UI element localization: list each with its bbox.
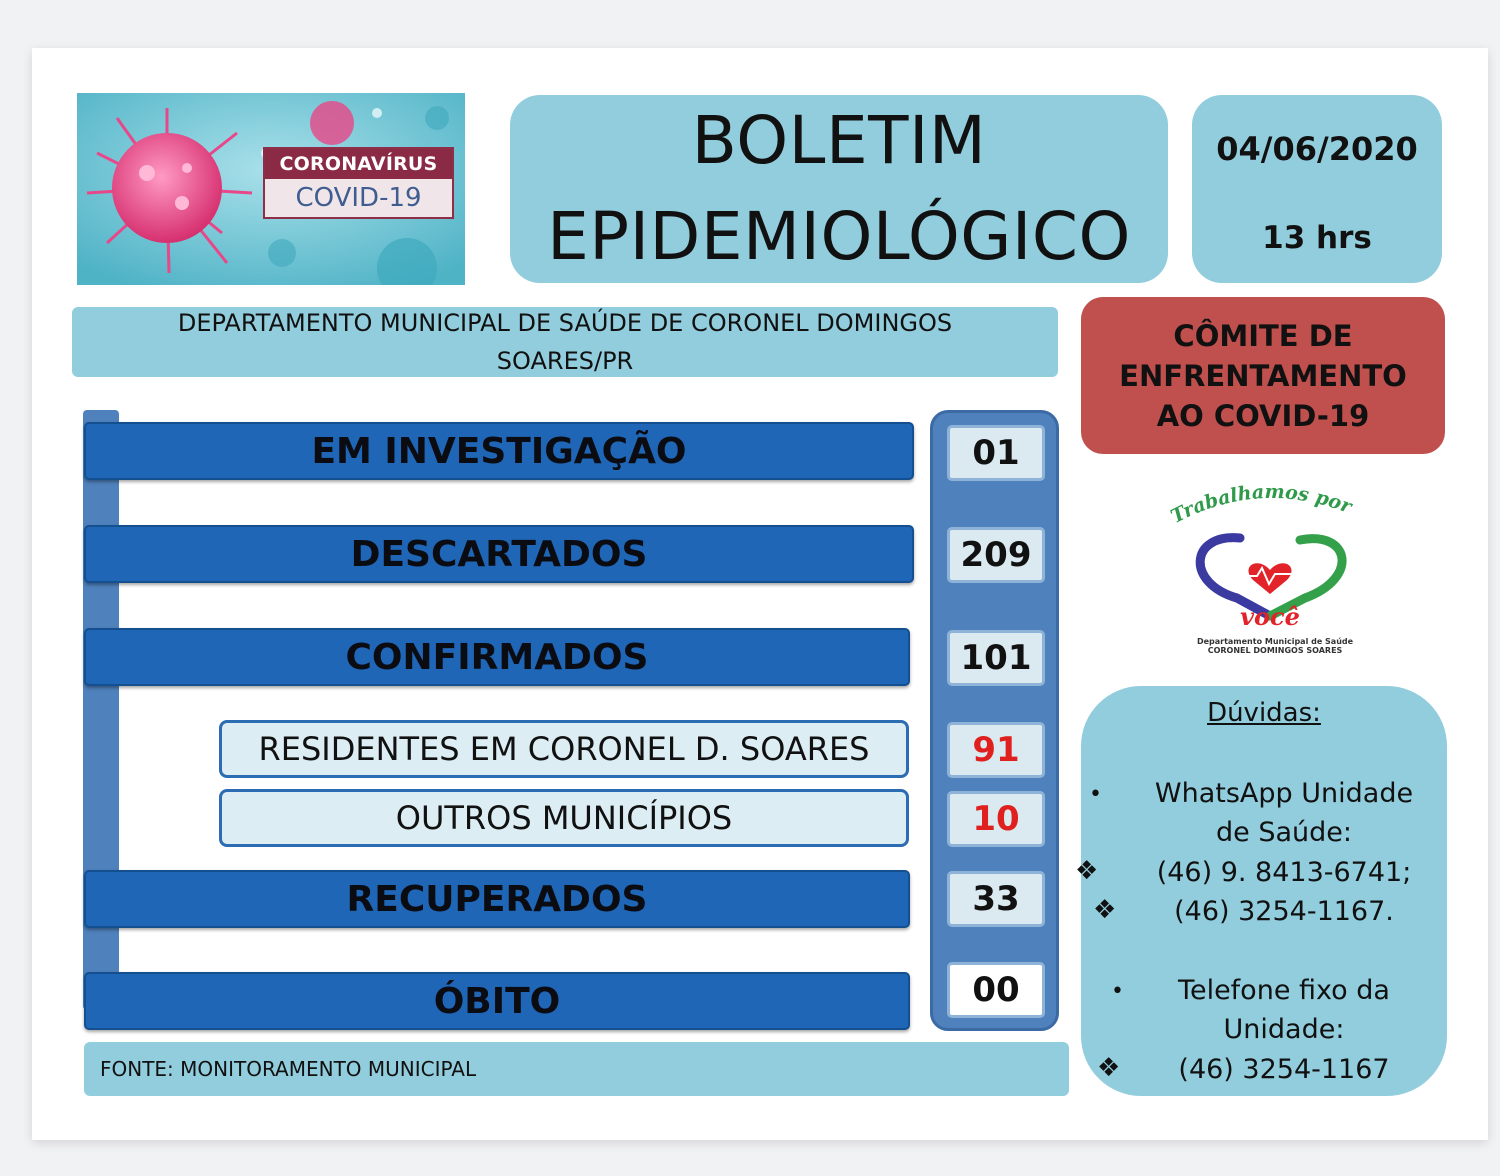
- stat-row-residents: RESIDENTES EM CORONEL D. SOARES: [219, 720, 909, 778]
- bulletin-time: 13 hrs: [1262, 220, 1372, 256]
- whatsapp-line2: de Saúde:: [1216, 817, 1352, 848]
- stat-value-investigation: 01: [947, 425, 1045, 481]
- covid-label: [263, 147, 454, 219]
- whatsapp-line1: WhatsApp Unidade: [1154, 778, 1414, 809]
- fixed-line1: Telefone fixo da: [1178, 975, 1390, 1006]
- phone-whatsapp-1: (46) 9. 8413-6741;: [1156, 857, 1412, 888]
- logo-dept-line1: Departamento Municipal de Saúde: [1196, 637, 1354, 646]
- phone-fixed: (46) 3254-1167: [1178, 1054, 1390, 1085]
- stat-row-discarded: DESCARTADOS: [84, 525, 914, 583]
- svg-text:Trabalhamos por: [1167, 481, 1356, 528]
- banner-line1: CORONAVÍRUS: [265, 149, 452, 179]
- logo-dept-line2: CORONEL DOMINGOS SOARES: [1207, 646, 1343, 655]
- diamond-bullet-icon: ❖: [1097, 1053, 1121, 1083]
- date-box: [1192, 95, 1442, 283]
- diamond-bullet-icon: ❖: [1093, 895, 1117, 925]
- heart-hands-icon: [1145, 478, 1395, 663]
- bullet-icon: •: [1111, 979, 1124, 1004]
- values-column: [930, 410, 1059, 1031]
- contact-title: Dúvidas:: [1207, 698, 1321, 728]
- bullet-icon: •: [1089, 782, 1102, 807]
- stat-row-confirmed: CONFIRMADOS: [84, 628, 910, 686]
- stat-value-other-municipalities: 10: [947, 791, 1045, 847]
- title-line1: BOLETIM: [691, 102, 987, 179]
- stat-value-residents: 91: [947, 722, 1045, 778]
- stat-value-confirmed: 101: [947, 630, 1045, 686]
- source-note: FONTE: MONITORAMENTO MUNICIPAL: [84, 1042, 1069, 1096]
- bulletin-title: [510, 95, 1168, 283]
- contact-box: [1075, 686, 1447, 1096]
- bulletin-date: 04/06/2020: [1216, 130, 1418, 168]
- phone-whatsapp-2: (46) 3254-1167.: [1174, 896, 1394, 927]
- stat-row-recovered: RECUPERADOS: [84, 870, 910, 928]
- stat-row-deaths: ÓBITO: [84, 972, 910, 1030]
- stat-value-recovered: 33: [947, 871, 1045, 927]
- comite-box: CÔMITE DE ENFRENTAMENTO AO COVID-19: [1081, 297, 1445, 454]
- logo-arc-text: Trabalhamos por: [1167, 480, 1355, 528]
- logo-you-text: você: [1240, 602, 1300, 631]
- department-name: DEPARTAMENTO MUNICIPAL DE SAÚDE DE CORONEL DOMINGOS SOARES/PR: [72, 307, 1058, 377]
- title-line2: EPIDEMIOLÓGICO: [547, 198, 1131, 275]
- diamond-bullet-icon: ❖: [1075, 856, 1099, 886]
- health-department-logo: [1145, 478, 1395, 663]
- banner-line2: COVID-19: [295, 183, 422, 213]
- stat-row-investigation: EM INVESTIGAÇÃO: [84, 422, 914, 480]
- stat-row-other-municipalities: OUTROS MUNICÍPIOS: [219, 789, 909, 847]
- stat-value-deaths: 00: [947, 962, 1045, 1018]
- stat-value-discarded: 209: [947, 527, 1045, 583]
- fixed-line2: Unidade:: [1223, 1014, 1345, 1045]
